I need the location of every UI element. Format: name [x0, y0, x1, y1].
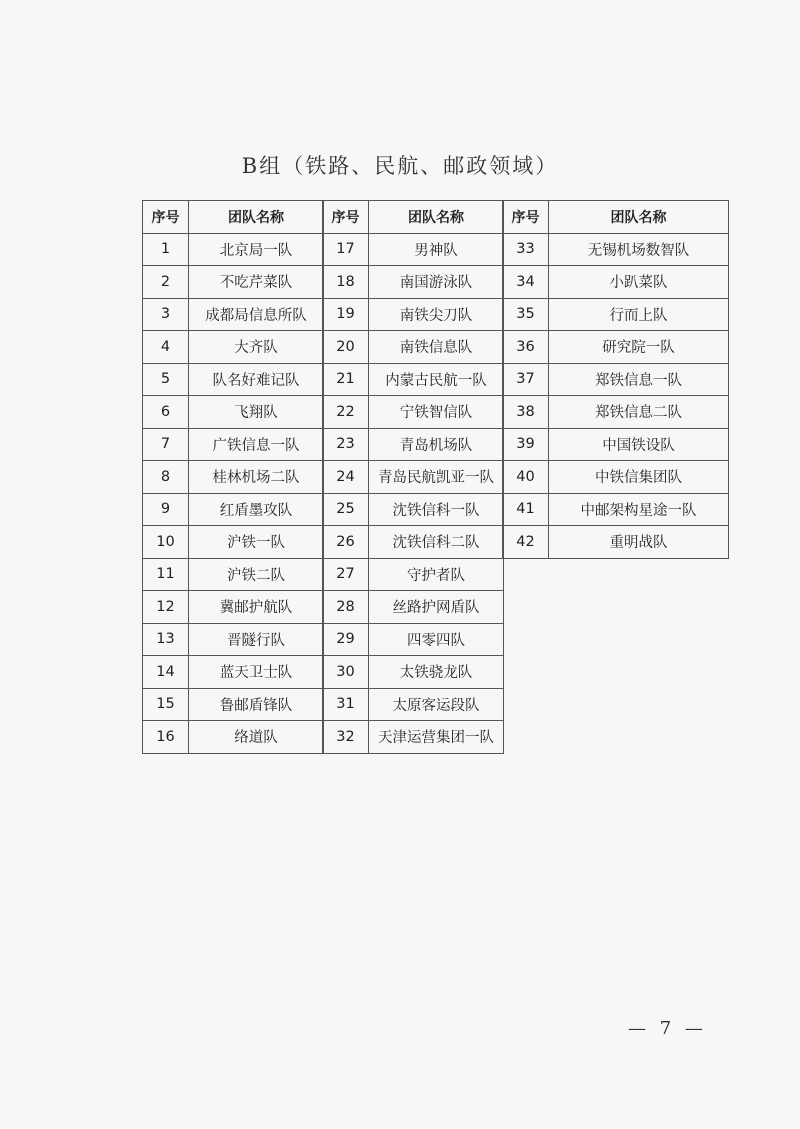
team-name-cell: 沈铁信科二队 — [369, 526, 504, 559]
team-seq-cell: 5 — [143, 363, 189, 396]
team-seq-cell: 42 — [503, 526, 549, 559]
team-name-cell: 天津运营集团一队 — [369, 721, 504, 754]
team-seq-cell: 29 — [323, 623, 369, 656]
team-name-cell: 郑铁信息二队 — [549, 396, 729, 429]
team-name-cell: 蓝天卫士队 — [189, 656, 324, 689]
team-name-cell: 桂林机场二队 — [189, 461, 324, 494]
header-team: 团队名称 — [549, 201, 729, 234]
table-row — [503, 526, 729, 559]
team-seq-cell: 37 — [503, 363, 549, 396]
team-name-cell: 中国铁设队 — [549, 428, 729, 461]
team-seq-cell: 39 — [503, 428, 549, 461]
table-row — [143, 493, 324, 526]
team-name-cell: 行而上队 — [549, 298, 729, 331]
table-row — [503, 331, 729, 364]
team-seq-cell: 13 — [143, 623, 189, 656]
team-seq-cell: 3 — [143, 298, 189, 331]
team-name-cell: 无锡机场数智队 — [549, 233, 729, 266]
section-title: B组（铁路、民航、邮政领域） — [241, 154, 559, 178]
table-row — [323, 656, 504, 689]
table-row — [323, 721, 504, 754]
team-seq-cell: 4 — [143, 331, 189, 364]
team-seq-cell: 35 — [503, 298, 549, 331]
table-row — [143, 591, 324, 624]
table-row — [323, 526, 504, 559]
team-name-cell: 沪铁二队 — [189, 558, 324, 591]
table-row — [323, 688, 504, 721]
team-name-cell: 南铁尖刀队 — [369, 298, 504, 331]
team-seq-cell: 27 — [323, 558, 369, 591]
team-seq-cell: 25 — [323, 493, 369, 526]
table-row — [503, 363, 729, 396]
team-name-cell: 不吃芹菜队 — [189, 266, 324, 299]
team-seq-cell: 28 — [323, 591, 369, 624]
team-seq-cell: 24 — [323, 461, 369, 494]
table-header-row — [323, 201, 504, 234]
team-name-cell: 小趴菜队 — [549, 266, 729, 299]
team-name-cell: 红盾墨攻队 — [189, 493, 324, 526]
team-name-cell: 四零四队 — [369, 623, 504, 656]
table-row — [323, 428, 504, 461]
team-name-cell: 男神队 — [369, 233, 504, 266]
header-team: 团队名称 — [189, 201, 324, 234]
team-name-cell: 丝路护网盾队 — [369, 591, 504, 624]
table-row — [143, 233, 324, 266]
team-seq-cell: 20 — [323, 331, 369, 364]
team-seq-cell: 15 — [143, 688, 189, 721]
table-row — [143, 331, 324, 364]
team-seq-cell: 38 — [503, 396, 549, 429]
team-name-cell: 青岛民航凯亚一队 — [369, 461, 504, 494]
team-seq-cell: 23 — [323, 428, 369, 461]
table-row — [323, 298, 504, 331]
team-seq-cell: 14 — [143, 656, 189, 689]
team-seq-cell: 9 — [143, 493, 189, 526]
team-name-cell: 飞翔队 — [189, 396, 324, 429]
table-row — [323, 461, 504, 494]
table-row — [323, 591, 504, 624]
team-seq-cell: 41 — [503, 493, 549, 526]
team-name-cell: 南国游泳队 — [369, 266, 504, 299]
team-name-cell: 南铁信息队 — [369, 331, 504, 364]
team-name-cell: 青岛机场队 — [369, 428, 504, 461]
team-name-cell: 北京局一队 — [189, 233, 324, 266]
table-row — [143, 558, 324, 591]
team-seq-cell: 33 — [503, 233, 549, 266]
table-row — [323, 396, 504, 429]
team-table-2 — [322, 200, 504, 754]
header-seq: 序号 — [503, 201, 549, 234]
team-name-cell: 大齐队 — [189, 331, 324, 364]
team-seq-cell: 10 — [143, 526, 189, 559]
team-seq-cell: 12 — [143, 591, 189, 624]
team-seq-cell: 1 — [143, 233, 189, 266]
team-seq-cell: 6 — [143, 396, 189, 429]
team-name-cell: 沪铁一队 — [189, 526, 324, 559]
team-name-cell: 内蒙古民航一队 — [369, 363, 504, 396]
team-seq-cell: 21 — [323, 363, 369, 396]
page-number: — 7 — — [628, 1018, 707, 1039]
team-name-cell: 成都局信息所队 — [189, 298, 324, 331]
team-seq-cell: 11 — [143, 558, 189, 591]
team-seq-cell: 30 — [323, 656, 369, 689]
team-name-cell: 太铁骁龙队 — [369, 656, 504, 689]
header-seq: 序号 — [143, 201, 189, 234]
team-name-cell: 太原客运段队 — [369, 688, 504, 721]
team-seq-cell: 7 — [143, 428, 189, 461]
team-name-cell: 研究院一队 — [549, 331, 729, 364]
team-table-1 — [142, 200, 324, 754]
table-row — [143, 623, 324, 656]
table-row — [323, 558, 504, 591]
table-row — [503, 461, 729, 494]
header-team: 团队名称 — [369, 201, 504, 234]
table-row — [143, 688, 324, 721]
team-seq-cell: 8 — [143, 461, 189, 494]
table-row — [503, 396, 729, 429]
team-table-3 — [502, 200, 729, 559]
team-seq-cell: 19 — [323, 298, 369, 331]
team-name-cell: 鲁邮盾锋队 — [189, 688, 324, 721]
table-row — [323, 331, 504, 364]
table-row — [503, 233, 729, 266]
table-row — [323, 266, 504, 299]
table-row — [503, 493, 729, 526]
table-row — [143, 266, 324, 299]
table-row — [503, 298, 729, 331]
team-seq-cell: 17 — [323, 233, 369, 266]
team-seq-cell: 40 — [503, 461, 549, 494]
table-row — [323, 493, 504, 526]
team-seq-cell: 18 — [323, 266, 369, 299]
team-name-cell: 络道队 — [189, 721, 324, 754]
table-row — [143, 656, 324, 689]
team-seq-cell: 36 — [503, 331, 549, 364]
team-seq-cell: 26 — [323, 526, 369, 559]
table-row — [503, 428, 729, 461]
table-row — [143, 363, 324, 396]
team-seq-cell: 31 — [323, 688, 369, 721]
team-seq-cell: 34 — [503, 266, 549, 299]
table-row — [143, 298, 324, 331]
team-name-cell: 冀邮护航队 — [189, 591, 324, 624]
team-name-cell: 广铁信息一队 — [189, 428, 324, 461]
team-name-cell: 晋隧行队 — [189, 623, 324, 656]
table-row — [143, 396, 324, 429]
team-name-cell: 沈铁信科一队 — [369, 493, 504, 526]
table-row — [503, 266, 729, 299]
header-seq: 序号 — [323, 201, 369, 234]
team-name-cell: 郑铁信息一队 — [549, 363, 729, 396]
table-header-row — [503, 201, 729, 234]
team-name-cell: 中邮架构星途一队 — [549, 493, 729, 526]
team-name-cell: 宁铁智信队 — [369, 396, 504, 429]
table-row — [143, 721, 324, 754]
table-row — [323, 623, 504, 656]
team-name-cell: 中铁信集团队 — [549, 461, 729, 494]
table-row — [143, 526, 324, 559]
team-seq-cell: 22 — [323, 396, 369, 429]
team-name-cell: 守护者队 — [369, 558, 504, 591]
team-seq-cell: 2 — [143, 266, 189, 299]
team-seq-cell: 16 — [143, 721, 189, 754]
table-row — [323, 363, 504, 396]
table-row — [143, 461, 324, 494]
table-row — [143, 428, 324, 461]
table-row — [323, 233, 504, 266]
table-header-row — [143, 201, 324, 234]
team-seq-cell: 32 — [323, 721, 369, 754]
team-name-cell: 重明战队 — [549, 526, 729, 559]
team-name-cell: 队名好难记队 — [189, 363, 324, 396]
